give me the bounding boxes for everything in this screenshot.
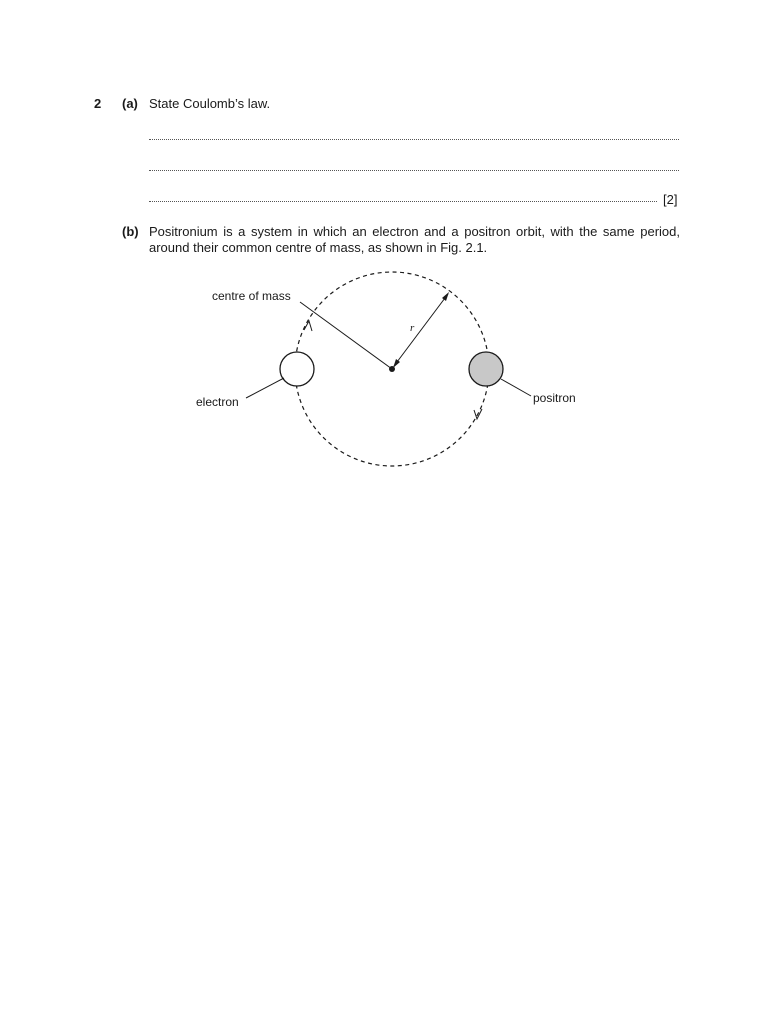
electron-particle xyxy=(280,352,314,386)
centre-of-mass-leader-line xyxy=(300,302,392,369)
positron-label: positron xyxy=(533,391,576,405)
positron-particle xyxy=(469,352,503,386)
part-a-prompt: State Coulomb’s law. xyxy=(149,96,271,111)
radius-line xyxy=(394,294,448,366)
radius-arrowhead-outer xyxy=(442,292,449,301)
electron-label: electron xyxy=(196,395,239,409)
centre-of-mass-label: centre of mass xyxy=(212,289,291,303)
part-b-text-line-1: Positronium is a system in which an electron and a positron orbit, with the same period, xyxy=(149,224,680,239)
part-b-label: (b) xyxy=(122,224,139,239)
part-b-text-line-2: around their common centre of mass, as shown in Fig. 2.1. xyxy=(149,240,488,255)
positron-leader-line xyxy=(501,379,531,396)
radius-label: r xyxy=(410,322,415,334)
electron-leader-line xyxy=(246,378,284,398)
part-a-label: (a) xyxy=(122,96,138,111)
radius-arrowhead-inner xyxy=(393,359,400,368)
centre-of-mass-dot xyxy=(389,366,395,372)
question-number: 2 xyxy=(94,96,102,111)
part-a-marks: [2] xyxy=(663,192,678,207)
